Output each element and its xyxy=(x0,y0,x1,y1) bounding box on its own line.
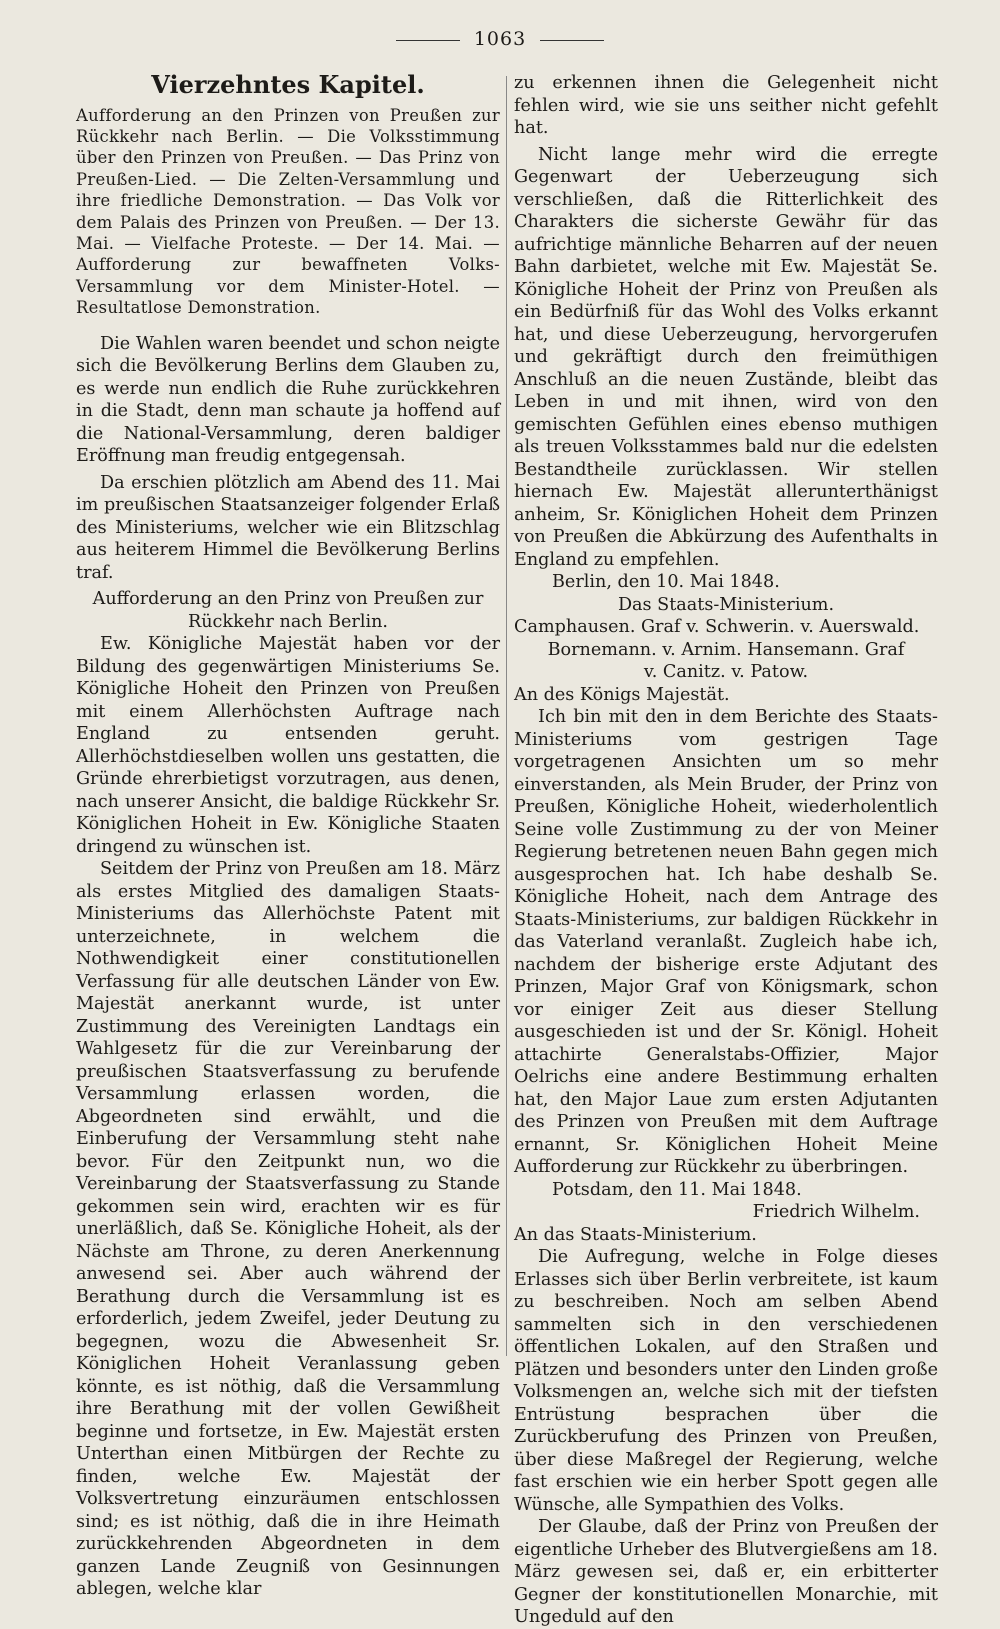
chapter-title: Vierzehntes Kapitel. xyxy=(151,70,425,99)
page-number xyxy=(0,28,1000,50)
minister-names: Camphausen. Graf v. Schwerin. v. Auerswald. xyxy=(514,617,920,637)
page-number-text: 1063 xyxy=(473,28,527,50)
paragraph: Die Wahlen waren beendet und schon neigte sich die Bevölkerung Berlins dem Glauben zu, es werde nun endlich die Ruhe zurückkehren in die Stadt, denn man schaute ja hoffend auf die National-Versammlung, deren baldiger Eröffnung man freudig entgegensah. xyxy=(76,333,500,467)
minister-names: v. Canitz. v. Patow. xyxy=(643,662,809,682)
paragraph: Ew. Königliche Majestät haben vor der Bildung des gegenwärtigen Ministeriums Se. Königliche Hoheit den Prinzen von Preußen mit einem Allerhöchsten Auftrage nach England zu entsenden geruht. Allerhöchstdieselben wollen uns gestatten, die Gründe ehrerbietigst vorzutragen, aus denen, nach unserer Ansicht, die baldige Rückkehr Sr. Königlichen Hoheit in Ew. Königliche Staaten dringend zu wünschen ist. xyxy=(76,634,500,857)
ministry-signature: Das Staats-Ministerium. xyxy=(617,594,835,615)
paragraph: Ich bin mit den in dem Berichte des Staats-Ministeriums vom gestrigen Tage vorgetragenen Ansichten um so mehr einverstanden, als Mein Bruder, der Prinz von Preußen, Königliche Hoheit, wiederholentlich Seine volle Zustimmung zu der von Meiner Regierung betretenen neuen Bahn gegen mich ausgesprochen hat. Ich habe deshalb Se. Königliche Hoheit, nach dem Antrage des Staats-Ministeriums, zur baldigen Rückkehr in das Vaterland veranlaßt. Zugleich habe ich, nachdem der bisherige erste Adjutant des Prinzen, Major Graf von Königsmark, schon vor einiger Zeit aus dieser Stellung ausgeschieden ist und der Sr. Königl. Hoheit attachirte Generalstabs-Offizier, Major Oelrichs eine andere Bestimmung erhalten hat, den Major Laue zum ersten Adjutanten des Prinzen von Preußen mit dem Auftrage ernannt, Sr. Königlichen Hoheit Meine Aufforderung zur Rückkehr zu überbringen. xyxy=(514,707,938,1177)
column-divider xyxy=(506,76,507,1356)
page-number-rule-right xyxy=(540,40,604,41)
chapter-summary: Aufforderung an den Prinzen von Preußen zur Rückkehr nach Berlin. — Die Volksstimmung über den Prinzen von Preußen. — Das Prinz von Preußen-Lied. — Die Zelten-Versammlung und ihre friedliche Demonstration. — Das Volk vor dem Palais des Prinzen von Preußen. — Der 13. Mai. — Vielfache Proteste. — Der 14. Mai. — Aufforderung zur bewaffneten Volks-Versammlung vor dem Minister-Hotel. — Resultatlose Demonstration. xyxy=(76,105,500,318)
dateline: Potsdam, den 11. Mai 1848. xyxy=(552,1179,802,1200)
paragraph: Der Glaube, daß der Prinz von Preußen der eigentliche Urheber des Blutvergießens am 18. März gewesen sei, daß er, ein erbitterter Gegner der konstitutionellen Monarchie, mit Ungeduld auf den xyxy=(514,1517,938,1627)
paragraph: zu erkennen ihnen die Gelegenheit nicht fehlen wird, wie sie uns seither nicht gefehlt hat. xyxy=(514,73,938,138)
minister-names: Bornemann. v. Arnim. Hansemann. Graf xyxy=(547,639,905,660)
decree-heading: Aufforderung an den Prinz von Preußen zur Rückkehr nach Berlin. xyxy=(92,589,484,632)
paragraph: Seitdem der Prinz von Preußen am 18. März als erstes Mitglied des damaligen Staats-Ministeriums das Allerhöchste Patent mit unterzeichnete, in welchem die Nothwendigkeit einer constitutionellen Verfassung für alle deutschen Länder von Ew. Majestät anerkannt wurde, ist unter Zustimmung des Vereinigten Landtags ein Wahlgesetz für die zur Vereinbarung der preußischen Staatsverfassung zu berufende Versammlung erlassen worden, die Abgeordneten sind erwählt, und die Einberufung der Versammlung steht nahe bevor. Für den Zeitpunkt nun, wo die Vereinbarung der Staatsverfassung zu Stande gekommen sein wird, erachten wir es für unerläßlich, daß Se. Königliche Hoheit, als der Nächste am Throne, zu deren Anerkennung anwesend sei. Aber auch während der Berathung durch die Versammlung ist es erforderlich, jedem Zweifel, jeder Deutung zu begegnen, wozu die Abwesenheit Sr. Königlichen Hoheit Veranlassung geben könnte, es ist nöthig, daß die Versammlung ihre Berathung mit der vollen Gewißheit beginne und fortsetze, in Ew. Majestät ersten Unterthan einen Mitbürgen der Rechte zu finden, welche Ew. Majestät der Volksvertretung einzuräumen entschlossen sind; es ist nöthig, daß die in ihre Heimath zurückkehrenden Abgeordneten in dem ganzen Lande Zeugniß von Gesinnungen ablegen, welche klar xyxy=(76,859,500,1600)
king-signature: Friedrich Wilhelm. xyxy=(752,1202,920,1222)
page-number-rule-left xyxy=(396,40,460,41)
left-column xyxy=(76,72,500,1601)
paragraph: Nicht lange mehr wird die erregte Gegenwart der Ueberzeugung sich verschließen, daß die Ritterlichkeit des Charakters die sicherste Gewähr für das aufrichtige männliche Beharren auf der neuen Bahn darbietet, welche mit Ew. Majestät Se. Königliche Hoheit der Prinz von Preußen als ein Bedürfniß für das Wohl des Volks erkannt hat, und diese Ueberzeugung, hervorgerufen und gekräftigt durch den freimüthigen Anschluß an die neuen Zustände, bleibt das Leben in und mit ihnen, wird von den gemischten Gefühlen eines ebenso muthigen als treuen Volksstammes bald nur die edelsten Bestandtheile zurücklassen. Wir stellen hiernach Ew. Majestät allerunterthänigst anheim, Sr. Königlichen Hoheit dem Prinzen von Preußen die Abkürzung des Aufenthalts in England zu empfehlen. xyxy=(514,144,938,570)
dateline: Berlin, den 10. Mai 1848. xyxy=(552,572,780,592)
paragraph: Die Aufregung, welche in Folge dieses Erlasses sich über Berlin verbreitete, ist kaum zu beschreiben. Noch am selben Abend sammelten sich in den verschiedenen öffentlichen Lokalen, auf den Straßen und Plätzen und besonders unter den Linden große Volksmengen an, welche sich mit der tiefsten Entrüstung besprachen über die Zurückberufung des Prinzen von Preußen, über diese Maßregel der Regierung, welche fast erschien wie ein herber Spott gegen alle Wünsche, alle Sympathien des Volks. xyxy=(514,1247,938,1515)
paragraph: Da erschien plötzlich am Abend des 11. Mai im preußischen Staatsanzeiger folgender Erlaß des Ministeriums, welcher wie ein Blitzschlag aus heiterem Himmel die Bevölkerung Berlins traf. xyxy=(76,472,500,583)
addressee: An das Staats-Ministerium. xyxy=(514,1224,757,1245)
right-column xyxy=(514,72,938,1629)
addressee: An des Königs Majestät. xyxy=(514,684,730,705)
